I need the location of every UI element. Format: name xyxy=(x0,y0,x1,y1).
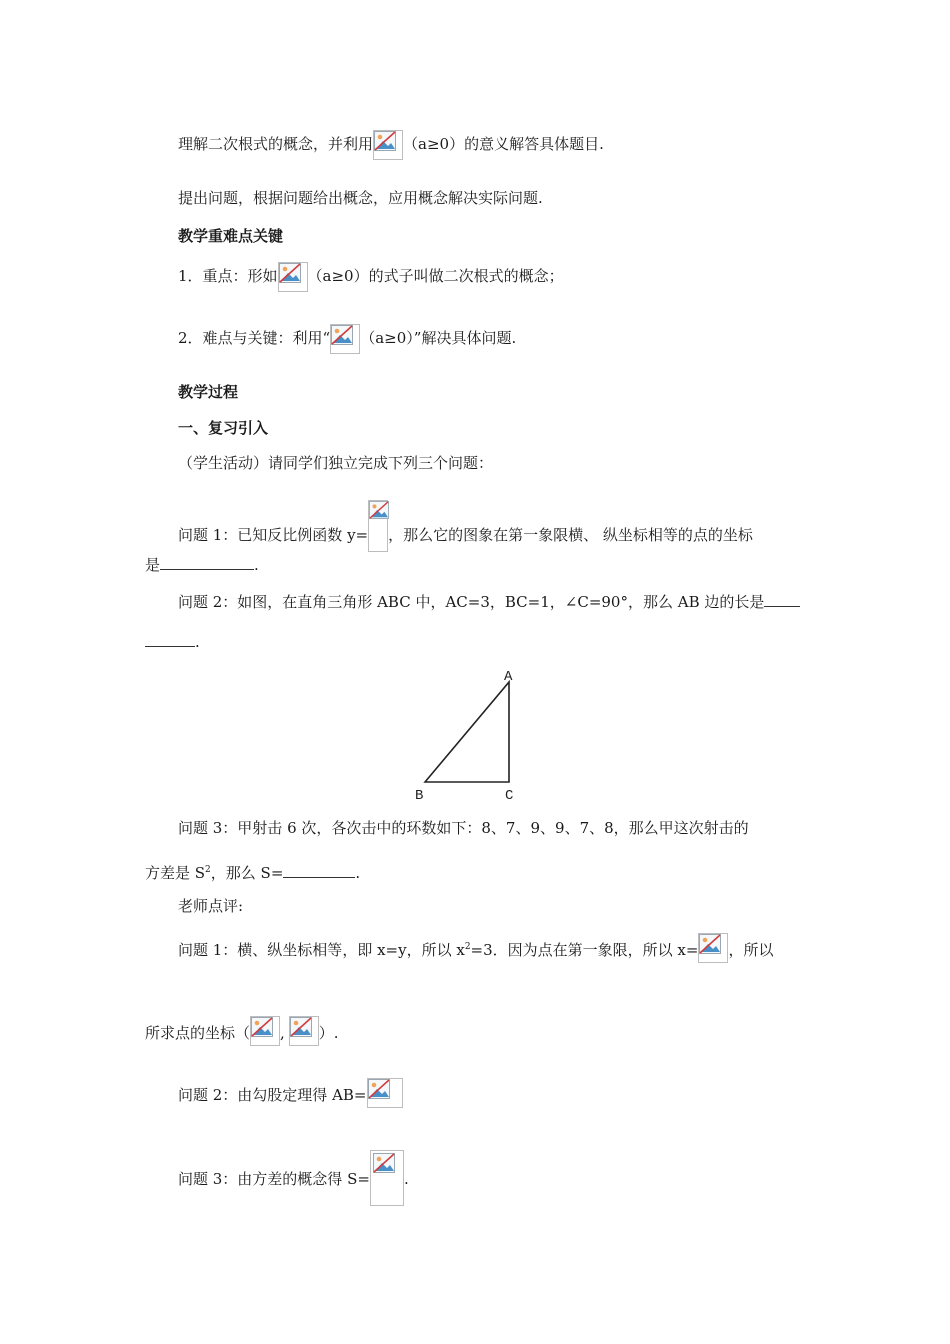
text: 所求点的坐标（ xyxy=(145,1024,251,1042)
review-3 xyxy=(178,1150,409,1206)
text: ）. xyxy=(318,1024,339,1042)
triangle-figure xyxy=(405,662,545,804)
formula-image xyxy=(367,1078,403,1108)
formula-image xyxy=(368,500,388,552)
text: 问题 2：如图，在直角三角形 ABC 中，AC=3，BC=1，∠C=90°，那么 AB 边的长是 xyxy=(178,593,765,611)
formula-image xyxy=(278,262,308,292)
formula-image xyxy=(373,130,403,160)
text: . xyxy=(403,1170,409,1188)
broken-image-icon xyxy=(374,131,396,151)
text: 理解二次根式的概念，并利用 xyxy=(178,135,374,153)
vertex-c-label: C xyxy=(505,788,514,804)
text: （a≥0）”解决具体问题. xyxy=(360,329,517,347)
formula-image xyxy=(250,1016,280,1046)
question-2 xyxy=(178,592,800,612)
text: 问题 1：横、纵坐标相等，即 x=y，所以 x xyxy=(178,941,465,959)
text: 1．重点：形如 xyxy=(178,267,278,285)
formula-image xyxy=(698,933,728,963)
text: . xyxy=(195,633,200,651)
broken-image-icon xyxy=(699,934,721,954)
broken-image-icon xyxy=(368,1079,390,1099)
broken-image-icon xyxy=(279,263,301,283)
intro-line-1 xyxy=(178,130,604,160)
section-1-heading: 一、复习引入 xyxy=(178,419,269,437)
text: . xyxy=(355,864,361,882)
text: =3．因为点在第一象限，所以 x= xyxy=(470,941,699,959)
answer-blank xyxy=(283,863,355,878)
text: 2．难点与关键：利用“ xyxy=(178,329,331,347)
review-heading: 老师点评: xyxy=(178,897,244,915)
question-1 xyxy=(178,500,753,552)
superscript: 2 xyxy=(464,942,471,952)
text: . xyxy=(254,556,259,574)
broken-image-icon xyxy=(290,1017,312,1037)
review-1-line-2 xyxy=(145,1016,339,1046)
process-heading: 教学过程 xyxy=(178,383,239,401)
text: 问题 2：由勾股定理得 AB= xyxy=(178,1086,367,1104)
text: , xyxy=(280,1024,285,1042)
broken-image-icon xyxy=(369,501,389,519)
text: （a≥0）的意义解答具体题目. xyxy=(403,135,604,153)
answer-blank xyxy=(764,592,800,607)
question-1-line-2 xyxy=(145,555,259,575)
text: （a≥0）的式子叫做二次根式的概念； xyxy=(307,267,564,285)
formula-image xyxy=(330,324,360,354)
question-2-line-2 xyxy=(145,632,200,652)
vertex-a-label: A xyxy=(504,669,513,685)
keypoint-1 xyxy=(178,262,564,292)
text: ，那么它的图象在第一象限横、 纵坐标相等的点的坐标 xyxy=(388,526,753,544)
text: 问题 3：由方差的概念得 S= xyxy=(178,1170,370,1188)
text: 是 xyxy=(145,556,161,574)
formula-image xyxy=(289,1016,319,1046)
review-1 xyxy=(178,933,773,963)
answer-blank xyxy=(145,632,195,647)
broken-image-icon xyxy=(373,1153,395,1173)
keypoint-2 xyxy=(178,324,516,354)
text: 问题 1：已知反比例函数 y= xyxy=(178,526,369,544)
keypoints-heading: 教学重难点关键 xyxy=(178,227,284,245)
review-2 xyxy=(178,1078,403,1108)
broken-image-icon xyxy=(331,325,353,345)
formula-image xyxy=(370,1150,404,1206)
question-3-line-2 xyxy=(145,860,360,883)
triangle-abc xyxy=(425,682,509,782)
text: 方差是 S xyxy=(145,864,206,882)
text: ，所以 xyxy=(728,941,774,959)
answer-blank xyxy=(160,555,254,570)
broken-image-icon xyxy=(251,1017,273,1037)
text: ，那么 S= xyxy=(210,864,284,882)
superscript: 2 xyxy=(205,865,211,875)
question-3: 问题 3：甲射击 6 次，各次击中的环数如下：8、7、9、9、7、8，那么甲这次射击的 xyxy=(178,819,749,837)
vertex-b-label: B xyxy=(415,788,424,804)
intro-line-2: 提出问题，根据问题给出概念，应用概念解决实际问题. xyxy=(178,189,543,207)
activity-line: （学生活动）请同学们独立完成下列三个问题： xyxy=(178,454,494,472)
